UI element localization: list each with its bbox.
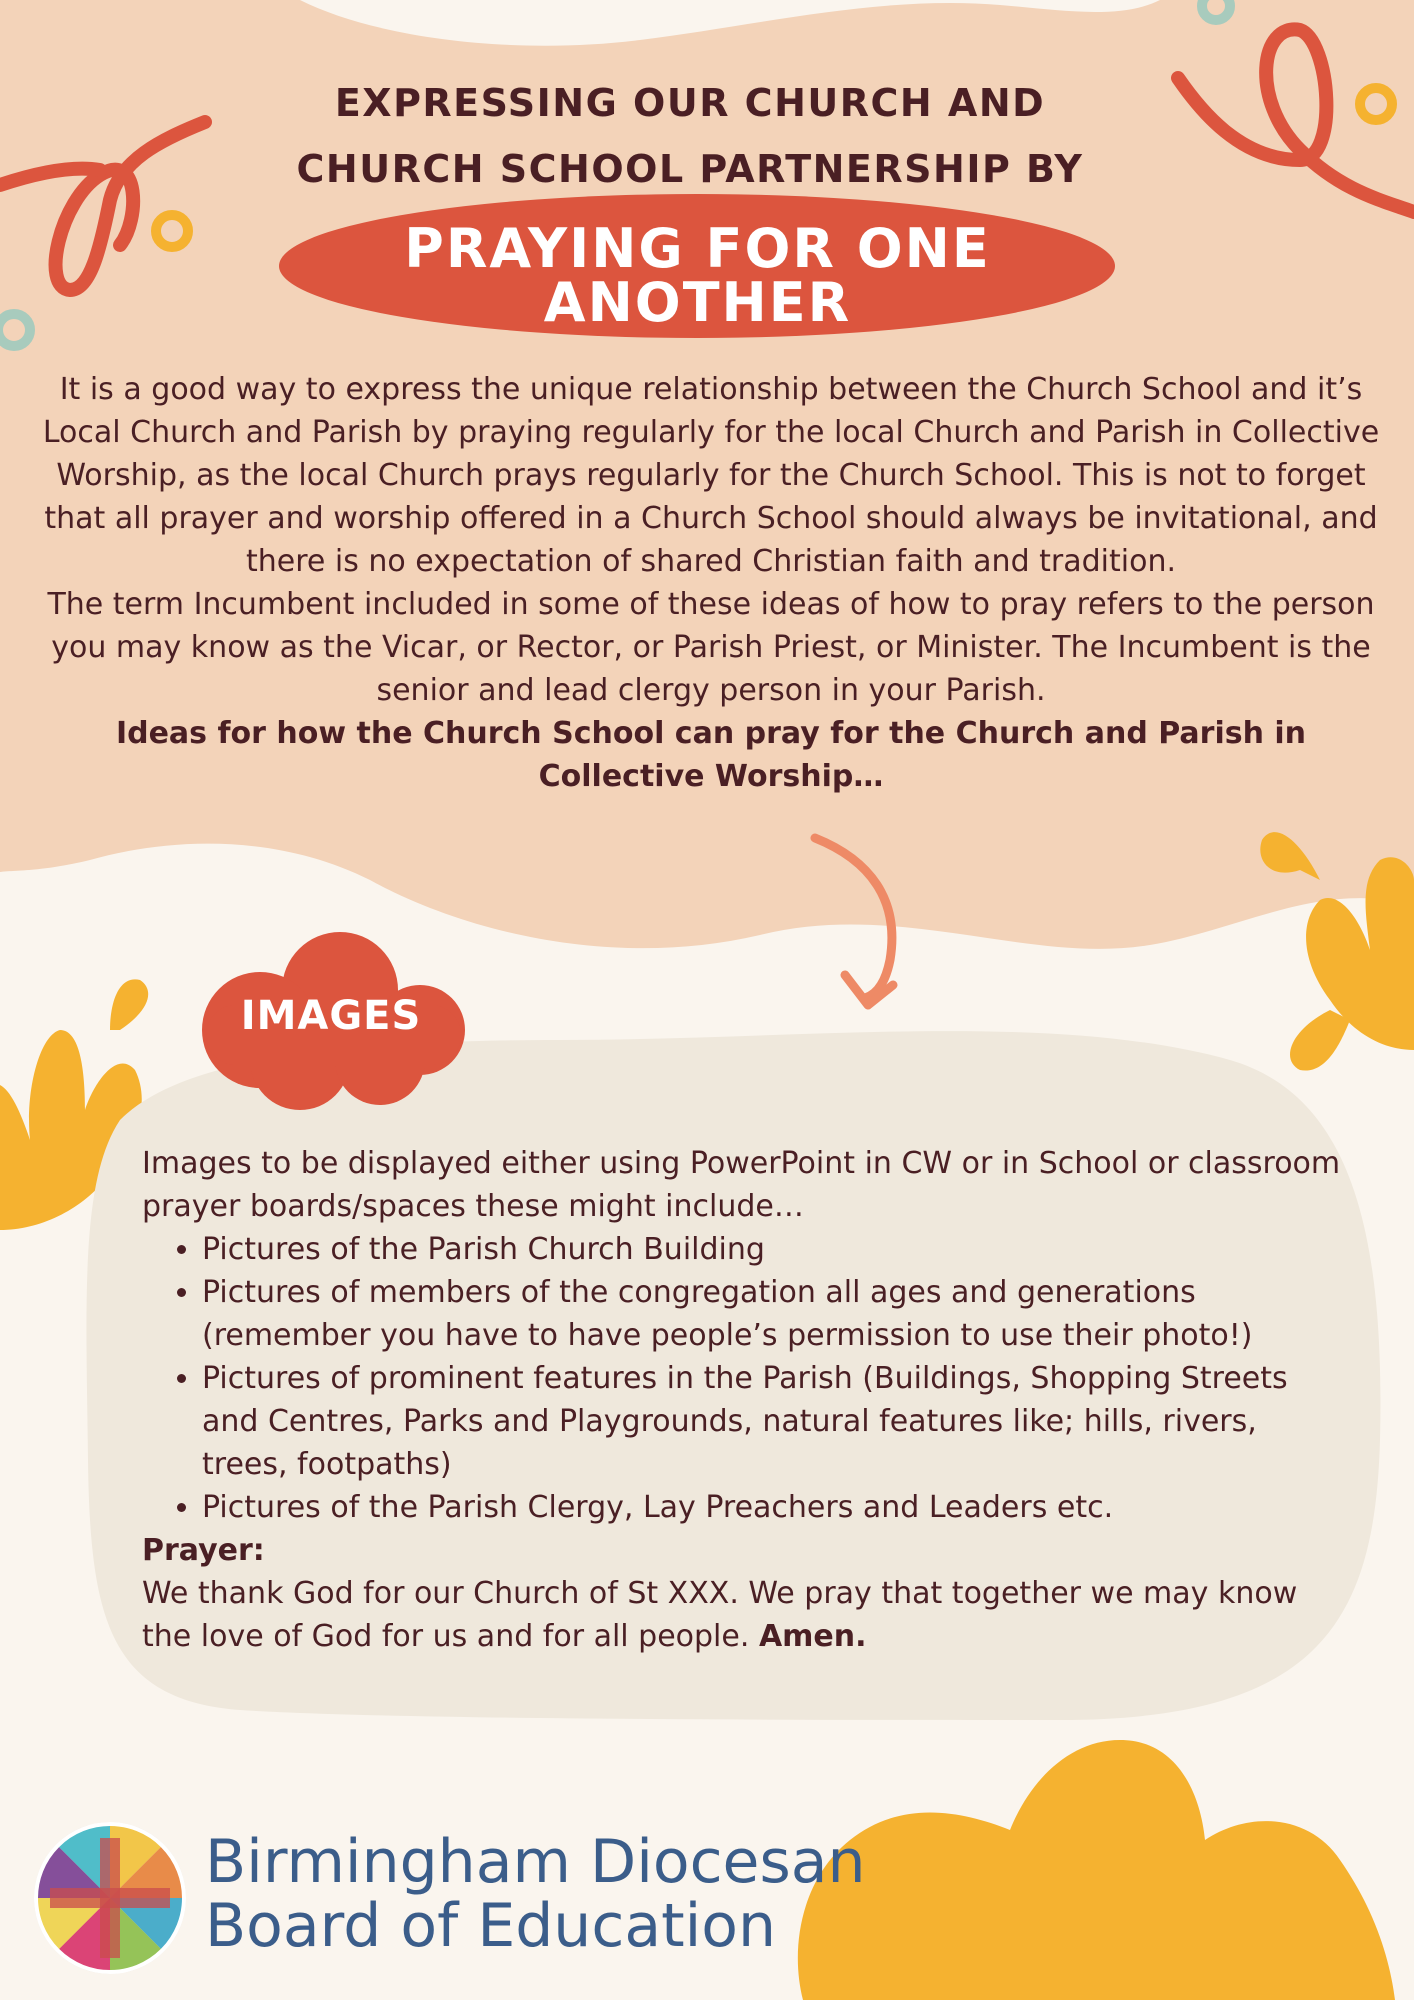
organisation-name [205, 1827, 866, 1961]
list-item: • Pictures of the Parish Church Building [202, 1228, 1342, 1271]
prayer-amen: Amen. [758, 1619, 867, 1654]
list-item: • Pictures of members of the congregation all ages and generations (remember you have to have people’s permission to use their photo!) [202, 1271, 1342, 1357]
images-intro: Images to be displayed either using PowerPoint in CW or in School or classroom prayer boards/spaces these might include… [142, 1146, 1341, 1224]
prayer-paragraph [142, 1572, 1342, 1658]
ideas-heading: Ideas for how the Church School can pray for the Church and Parish in Collective Worship… [115, 716, 1307, 794]
list-item: • Pictures of prominent features in the Parish (Buildings, Shopping Streets and Centres, Parks and Playgrounds, natural features like; hills, rivers, trees, footpaths) [202, 1357, 1342, 1486]
title-banner-text: PRAYING FOR ONE ANOTHER [404, 217, 991, 334]
images-panel [142, 1142, 1342, 1658]
organisation-name-line-1: Birmingham Diocesan [205, 1827, 866, 1897]
prayer-label: Prayer: [142, 1533, 265, 1568]
heading-line-2: CHURCH SCHOOL PARTNERSHIP BY [296, 147, 1084, 191]
list-item: • Pictures of the Parish Clergy, Lay Preachers and Leaders etc. [202, 1486, 1342, 1529]
prayer-text: We thank God for our Church of St XXX. We pray that together we may know the love of God for us and for all people. [142, 1576, 1298, 1654]
organisation-name-line-2: Board of Education [205, 1891, 777, 1961]
bottom-right-blob [798, 1740, 1395, 2000]
intro-paragraph-1: It is a good way to express the unique relationship between the Church School and it’s Local Church and Parish by praying regularly for the local Church and Parish in Collective Worship, as the local Church prays regularly for the Church School. This is not to forget that all prayer and worship offered in a Church School should always be invitational, and there is no expectation of shared Christian faith and tradition. [42, 372, 1380, 579]
images-section-label: IMAGES [240, 993, 422, 1039]
intro-paragraph-2: The term Incumbent included in some of these ideas of how to pray refers to the person you may know as the Vicar, or Rector, or Parish Priest, or Minister. The Incumbent is the senior and lead clergy person in your Parish. [47, 587, 1375, 708]
intro-text [38, 368, 1384, 798]
diocese-logo [30, 1818, 190, 1978]
images-list [142, 1228, 1342, 1529]
heading-line-1: EXPRESSING OUR CHURCH AND [334, 81, 1046, 125]
